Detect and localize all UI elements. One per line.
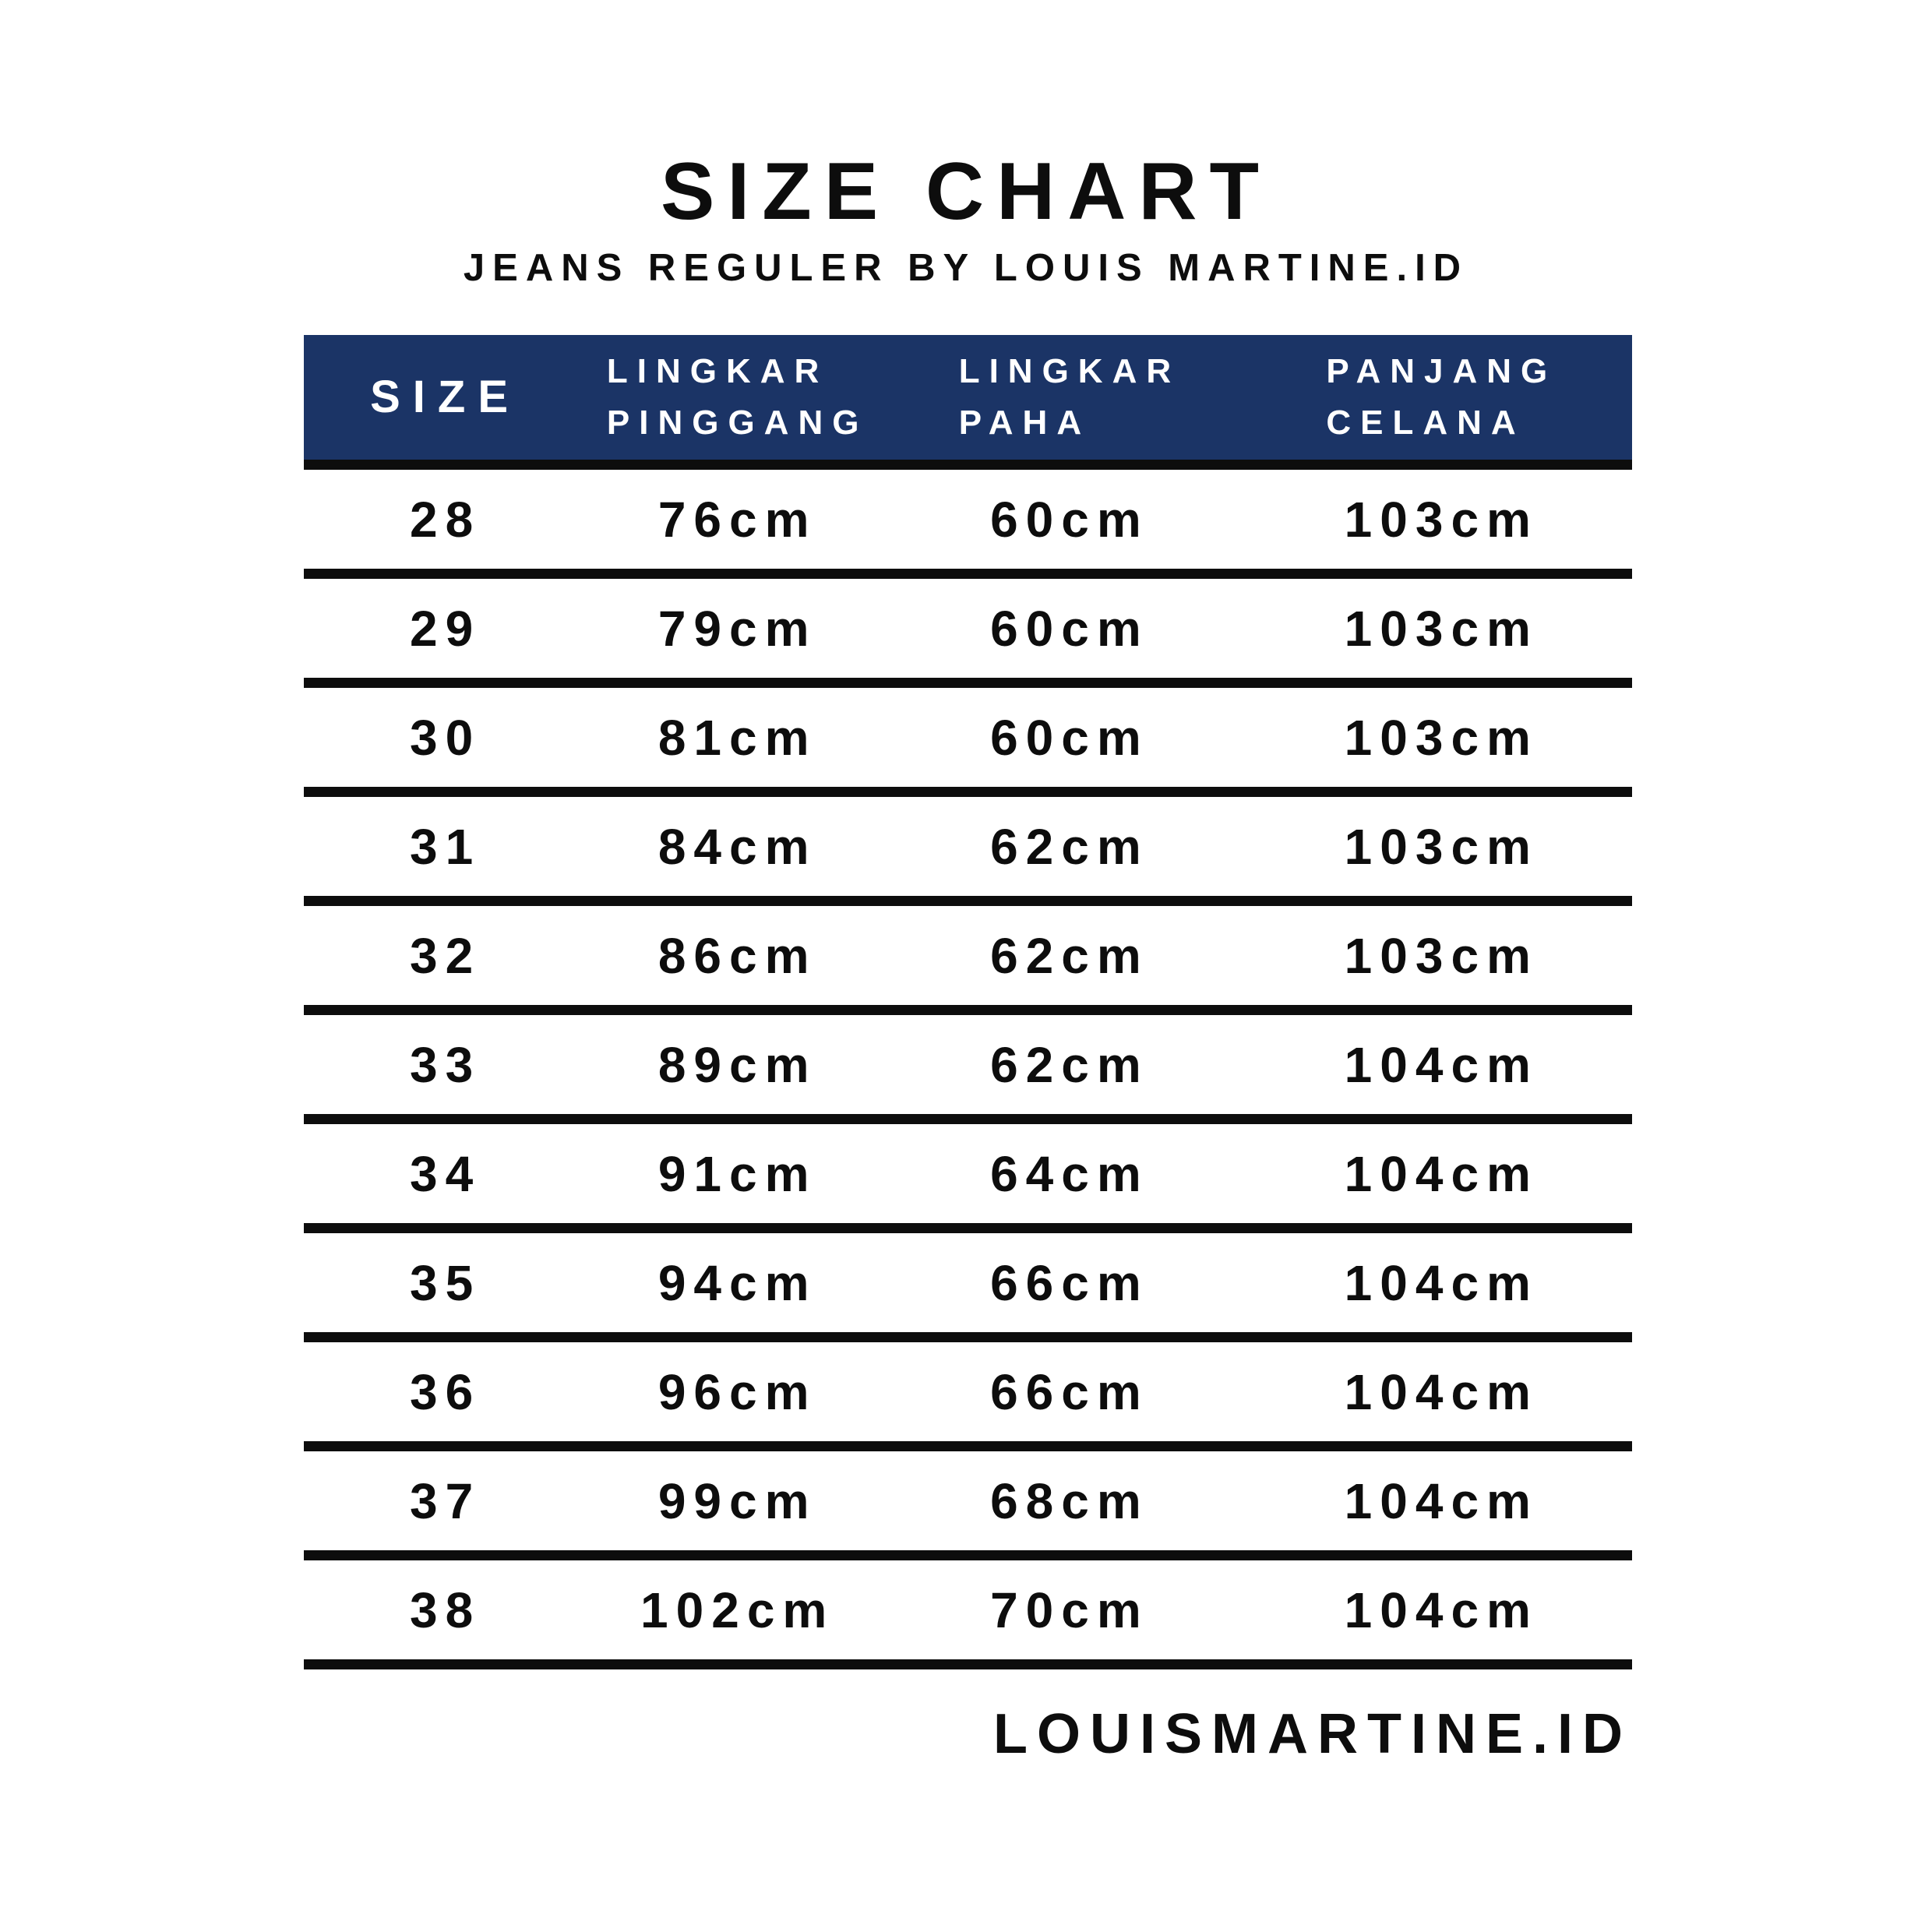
size-table <box>304 335 1632 1669</box>
lingkar-paha-cell: 60cm <box>990 600 1149 657</box>
header-size: SIZE <box>370 372 521 422</box>
lingkar-paha-cell: 70cm <box>990 1581 1149 1638</box>
lingkar-pinggang-cell: 96cm <box>658 1363 817 1420</box>
lingkar-paha-cell: 62cm <box>990 927 1149 984</box>
panjang-celana-cell: 103cm <box>1344 491 1539 548</box>
panjang-celana-cell: 103cm <box>1344 927 1539 984</box>
size-cell: 30 <box>409 709 481 766</box>
table-row <box>304 470 1632 579</box>
table-row <box>304 1451 1632 1560</box>
table-row <box>304 1233 1632 1342</box>
header-lingkar-paha-line1: LINGKAR <box>958 352 1181 390</box>
header-panjang-celana <box>1251 335 1632 460</box>
lingkar-pinggang-cell: 91cm <box>658 1145 817 1202</box>
size-cell: 38 <box>409 1581 481 1638</box>
panjang-celana-cell: 103cm <box>1344 818 1539 875</box>
header-lingkar-pinggang <box>587 335 888 460</box>
table-header-row <box>304 335 1632 470</box>
size-cell: 33 <box>409 1036 481 1093</box>
header-lingkar-pinggang-line1: LINGKAR <box>606 352 829 390</box>
table-row <box>304 579 1632 688</box>
lingkar-paha-cell: 64cm <box>990 1145 1149 1202</box>
lingkar-paha-cell: 60cm <box>990 491 1149 548</box>
panjang-celana-cell: 103cm <box>1344 600 1539 657</box>
header-lingkar-pinggang-line2: PINGGANG <box>606 404 869 442</box>
brand-footer: LOUISMARTINE.ID <box>993 1703 1632 1765</box>
table-row <box>304 1124 1632 1233</box>
table-row <box>304 688 1632 797</box>
lingkar-paha-cell: 62cm <box>990 1036 1149 1093</box>
size-cell: 31 <box>409 818 481 875</box>
size-cell: 37 <box>409 1472 481 1529</box>
size-cell: 28 <box>409 491 481 548</box>
size-cell: 36 <box>409 1363 481 1420</box>
header-lingkar-paha <box>888 335 1250 460</box>
lingkar-paha-cell: 60cm <box>990 709 1149 766</box>
size-cell: 29 <box>409 600 481 657</box>
panjang-celana-cell: 104cm <box>1344 1254 1539 1311</box>
lingkar-paha-cell: 66cm <box>990 1254 1149 1311</box>
table-row <box>304 1560 1632 1669</box>
lingkar-pinggang-cell: 79cm <box>658 600 817 657</box>
lingkar-pinggang-cell: 89cm <box>658 1036 817 1093</box>
lingkar-pinggang-cell: 94cm <box>658 1254 817 1311</box>
size-cell: 35 <box>409 1254 481 1311</box>
page-title: SIZE CHART <box>661 146 1271 237</box>
lingkar-pinggang-cell: 102cm <box>640 1581 835 1638</box>
lingkar-pinggang-cell: 81cm <box>658 709 817 766</box>
lingkar-paha-cell: 68cm <box>990 1472 1149 1529</box>
panjang-celana-cell: 104cm <box>1344 1036 1539 1093</box>
header-lingkar-paha-line2: PAHA <box>958 404 1091 442</box>
table-row <box>304 906 1632 1015</box>
panjang-celana-cell: 103cm <box>1344 709 1539 766</box>
table-row <box>304 797 1632 906</box>
lingkar-pinggang-cell: 76cm <box>658 491 817 548</box>
lingkar-paha-cell: 62cm <box>990 818 1149 875</box>
panjang-celana-cell: 104cm <box>1344 1472 1539 1529</box>
lingkar-paha-cell: 66cm <box>990 1363 1149 1420</box>
lingkar-pinggang-cell: 84cm <box>658 818 817 875</box>
size-cell: 32 <box>409 927 481 984</box>
table-row <box>304 1015 1632 1124</box>
size-cell: 34 <box>409 1145 481 1202</box>
lingkar-pinggang-cell: 86cm <box>658 927 817 984</box>
header-panjang-celana-line1: PANJANG <box>1326 352 1557 390</box>
header-panjang-celana-line2: CELANA <box>1326 404 1525 442</box>
lingkar-pinggang-cell: 99cm <box>658 1472 817 1529</box>
panjang-celana-cell: 104cm <box>1344 1145 1539 1202</box>
panjang-celana-cell: 104cm <box>1344 1581 1539 1638</box>
table-row <box>304 1342 1632 1451</box>
panjang-celana-cell: 104cm <box>1344 1363 1539 1420</box>
page-subtitle: JEANS REGULER BY LOUIS MARTINE.ID <box>463 247 1469 289</box>
